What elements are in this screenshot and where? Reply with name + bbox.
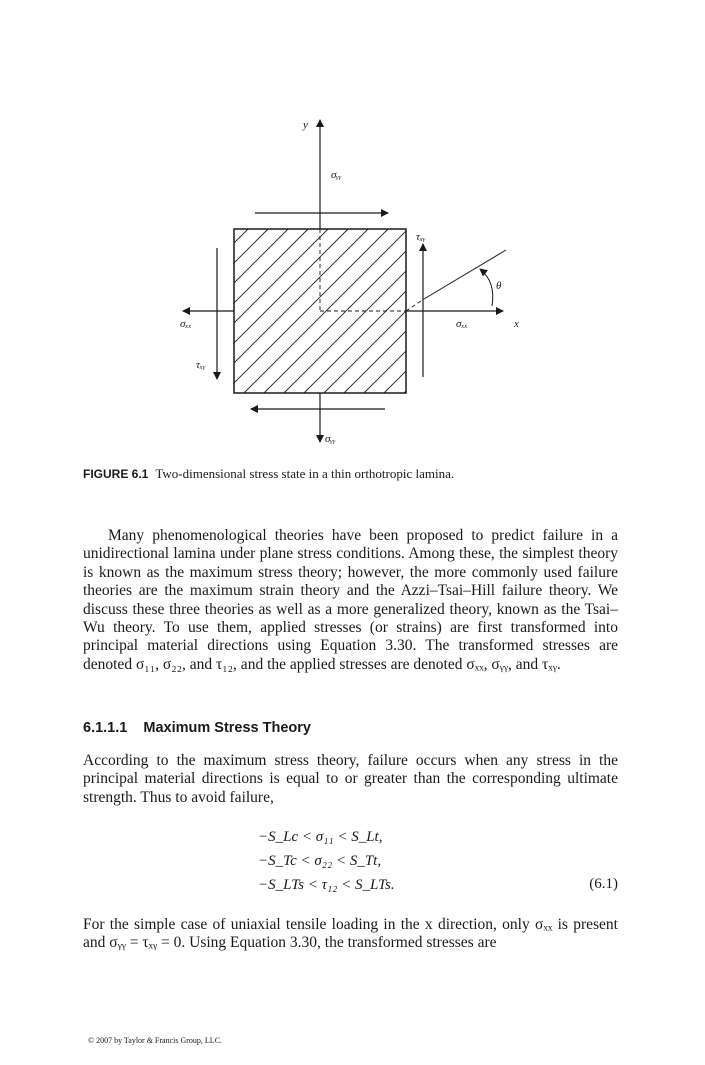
paragraph-intro: Many phenomenological theories have been proposed to predict failure in a unidirectional lamina under plane stress conditions. Among these, the simplest theory is known as the maximum stress theory; however, the more commonly used failure theories are the maximum strain theory and the Azzi–Tsai–Hill failure theory. We discuss these three theories as well as a more generalized theory, known as the Tsai–Wu theory. To use them, applied stresses (or strains) are first transformed into principal material directions using Equation 3.30. The transformed stresses are denoted σ₁₁, σ₂₂, and τ₁₂, and the applied stresses are denoted σₓₓ, σᵧᵧ, and τₓᵧ. [83, 527, 618, 673]
y-axis-label: y [303, 119, 308, 131]
stress-state-figure [0, 0, 705, 470]
figure-diagram [0, 0, 705, 470]
fiber-direction-line [424, 250, 506, 299]
angle-line-dashed [406, 299, 424, 311]
sigma-xx-right-label: σₓₓ [456, 318, 468, 330]
sigma-yy-bottom-label: σᵧᵧ [325, 433, 336, 445]
section-heading [83, 720, 311, 736]
theta-arc [480, 269, 493, 306]
figure-caption-text: Two-dimensional stress state in a thin orthotropic lamina. [155, 466, 455, 481]
figure-caption-label: FIGURE 6.1 [83, 467, 149, 481]
equation-line: −S_LTs < τ₁₂ < S_LTs. [258, 877, 395, 893]
equation-line: −S_Lc < σ₁₁ < S_Lt, [258, 829, 383, 845]
theta-label: θ [496, 280, 502, 292]
section-number: 6.1.1.1 [83, 720, 128, 736]
sigma-yy-top-label: σᵧᵧ [331, 169, 342, 181]
equation-6-1 [83, 826, 618, 896]
figure-caption [83, 466, 643, 482]
section-title: Maximum Stress Theory [143, 720, 311, 736]
paragraph-max-stress: According to the maximum stress theory, failure occurs when any stress in the principal material directions is equal to or greater than the corresponding ultimate strength. Thus to avoid failure, [83, 752, 618, 806]
tau-xy-left-label: τₓᵧ [196, 359, 206, 371]
equation-line: −S_Tc < σ₂₂ < S_Tt, [258, 853, 382, 869]
paragraph-uniaxial: For the simple case of uniaxial tensile loading in the x direction, only σₓₓ is present and σᵧᵧ = τₓᵧ = 0. Using Equation 3.30, the transformed stresses are [83, 916, 618, 952]
x-axis-label: x [514, 318, 519, 330]
equation-number: (6.1) [589, 876, 618, 892]
copyright-footer: © 2007 by Taylor & Francis Group, LLC. [88, 1036, 223, 1045]
tau-xy-right-label: τₓᵧ [416, 231, 426, 243]
sigma-xx-left-label: σₓₓ [180, 318, 192, 330]
